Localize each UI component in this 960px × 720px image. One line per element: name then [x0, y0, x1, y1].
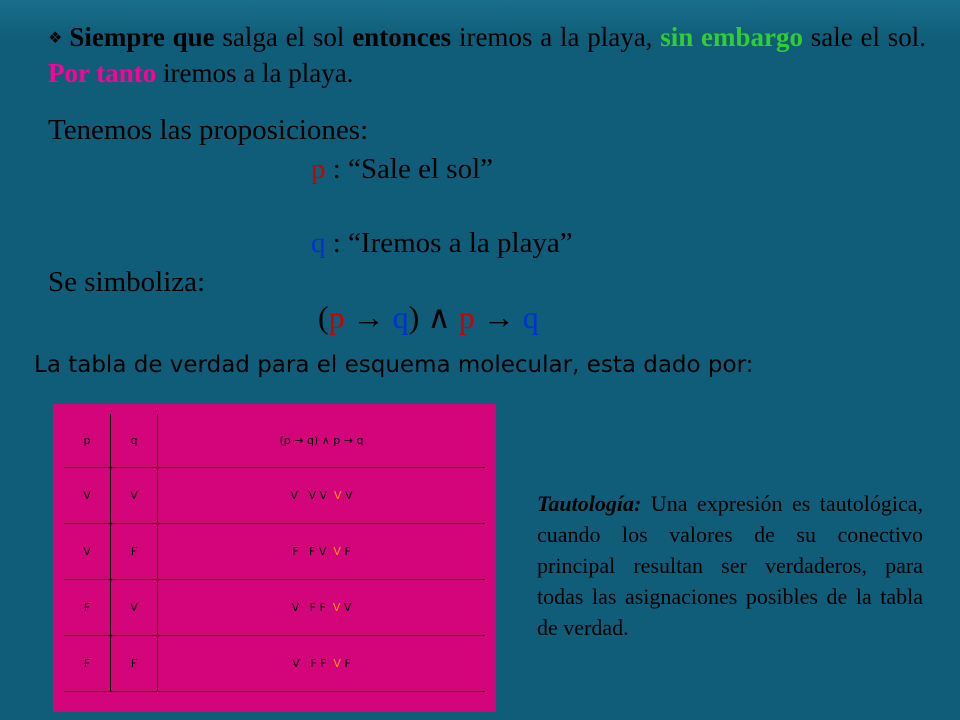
cell-expression: V F F V F — [158, 635, 486, 691]
cell-p: V — [64, 523, 111, 579]
paragraph-text-4: iremos a la playa. — [156, 58, 354, 88]
paragraph-text-1: salga el sol — [214, 22, 353, 52]
cell-q: F — [111, 635, 158, 691]
tautology-note — [537, 488, 923, 643]
header-p: p — [64, 414, 111, 467]
tautology-term: Tautología: — [537, 491, 642, 516]
header-q: q — [111, 414, 158, 467]
paragraph-text-2: iremos a la playa, — [451, 22, 661, 52]
symbolic-formula — [318, 298, 539, 336]
main-connective-value: V — [332, 600, 341, 614]
proposition-p-text: : “Sale el sol” — [325, 153, 494, 185]
table-intro: La tabla de verdad para el esquema molecular, esta dado por: — [34, 352, 754, 378]
table-row — [64, 579, 485, 635]
diamond-bullet-icon: ❖ — [48, 30, 64, 47]
truth-table-panel — [53, 404, 496, 712]
cell-p: F — [64, 635, 111, 691]
header-expression: (p → q) ∧ p → q — [158, 414, 486, 467]
proposition-q — [311, 227, 573, 260]
cell-q: V — [111, 467, 158, 523]
cell-q: F — [111, 523, 158, 579]
table-row — [64, 467, 485, 523]
formula-p: p — [328, 299, 345, 335]
main-connective-value: V — [333, 544, 341, 558]
keyword-por-tanto: Por tanto — [48, 58, 157, 88]
cell-q: V — [111, 579, 158, 635]
keyword-sin-embargo: sin embargo — [660, 22, 803, 52]
formula-and: ∧ — [419, 299, 459, 335]
table-header-row — [64, 414, 485, 467]
formula-q: q — [392, 299, 409, 335]
cell-expression: V F F V V — [158, 579, 486, 635]
cell-expression: F F V V F — [158, 523, 486, 579]
cell-p: V — [64, 467, 111, 523]
formula-arrow-1: → — [344, 299, 393, 335]
formula-p2: p — [458, 299, 475, 335]
symbolize-label: Se simboliza: — [48, 266, 206, 298]
formula-rpar: ) — [408, 299, 420, 335]
table-row — [64, 523, 485, 579]
var-p: p — [311, 153, 326, 185]
formula-arrow-2: → — [474, 299, 523, 335]
keyword-entonces: entonces — [352, 22, 452, 52]
cell-p: F — [64, 579, 111, 635]
proposition-q-text: : “Iremos a la playa” — [325, 227, 573, 259]
var-q: q — [311, 227, 326, 259]
formula-lpar: ( — [318, 299, 329, 335]
keyword-siempre-que: Siempre que — [69, 22, 215, 52]
problem-paragraph — [48, 20, 926, 90]
proposition-p — [311, 153, 493, 186]
tautology-definition: Una expresión es tautológica, cuando los valores de su conectivo principal resultan ser verdaderos, para todas las asignaciones posibles de la tabla de verdad. — [537, 491, 923, 640]
paragraph-text-3: sale el sol. — [802, 22, 927, 52]
formula-q2: q — [522, 299, 539, 335]
truth-table — [64, 414, 485, 692]
propositions-intro: Tenemos las proposiciones: — [48, 114, 369, 146]
cell-expression: V V V V V — [158, 467, 486, 523]
table-row — [64, 635, 485, 691]
main-connective-value: V — [334, 488, 342, 502]
main-connective-value: V — [333, 656, 341, 670]
